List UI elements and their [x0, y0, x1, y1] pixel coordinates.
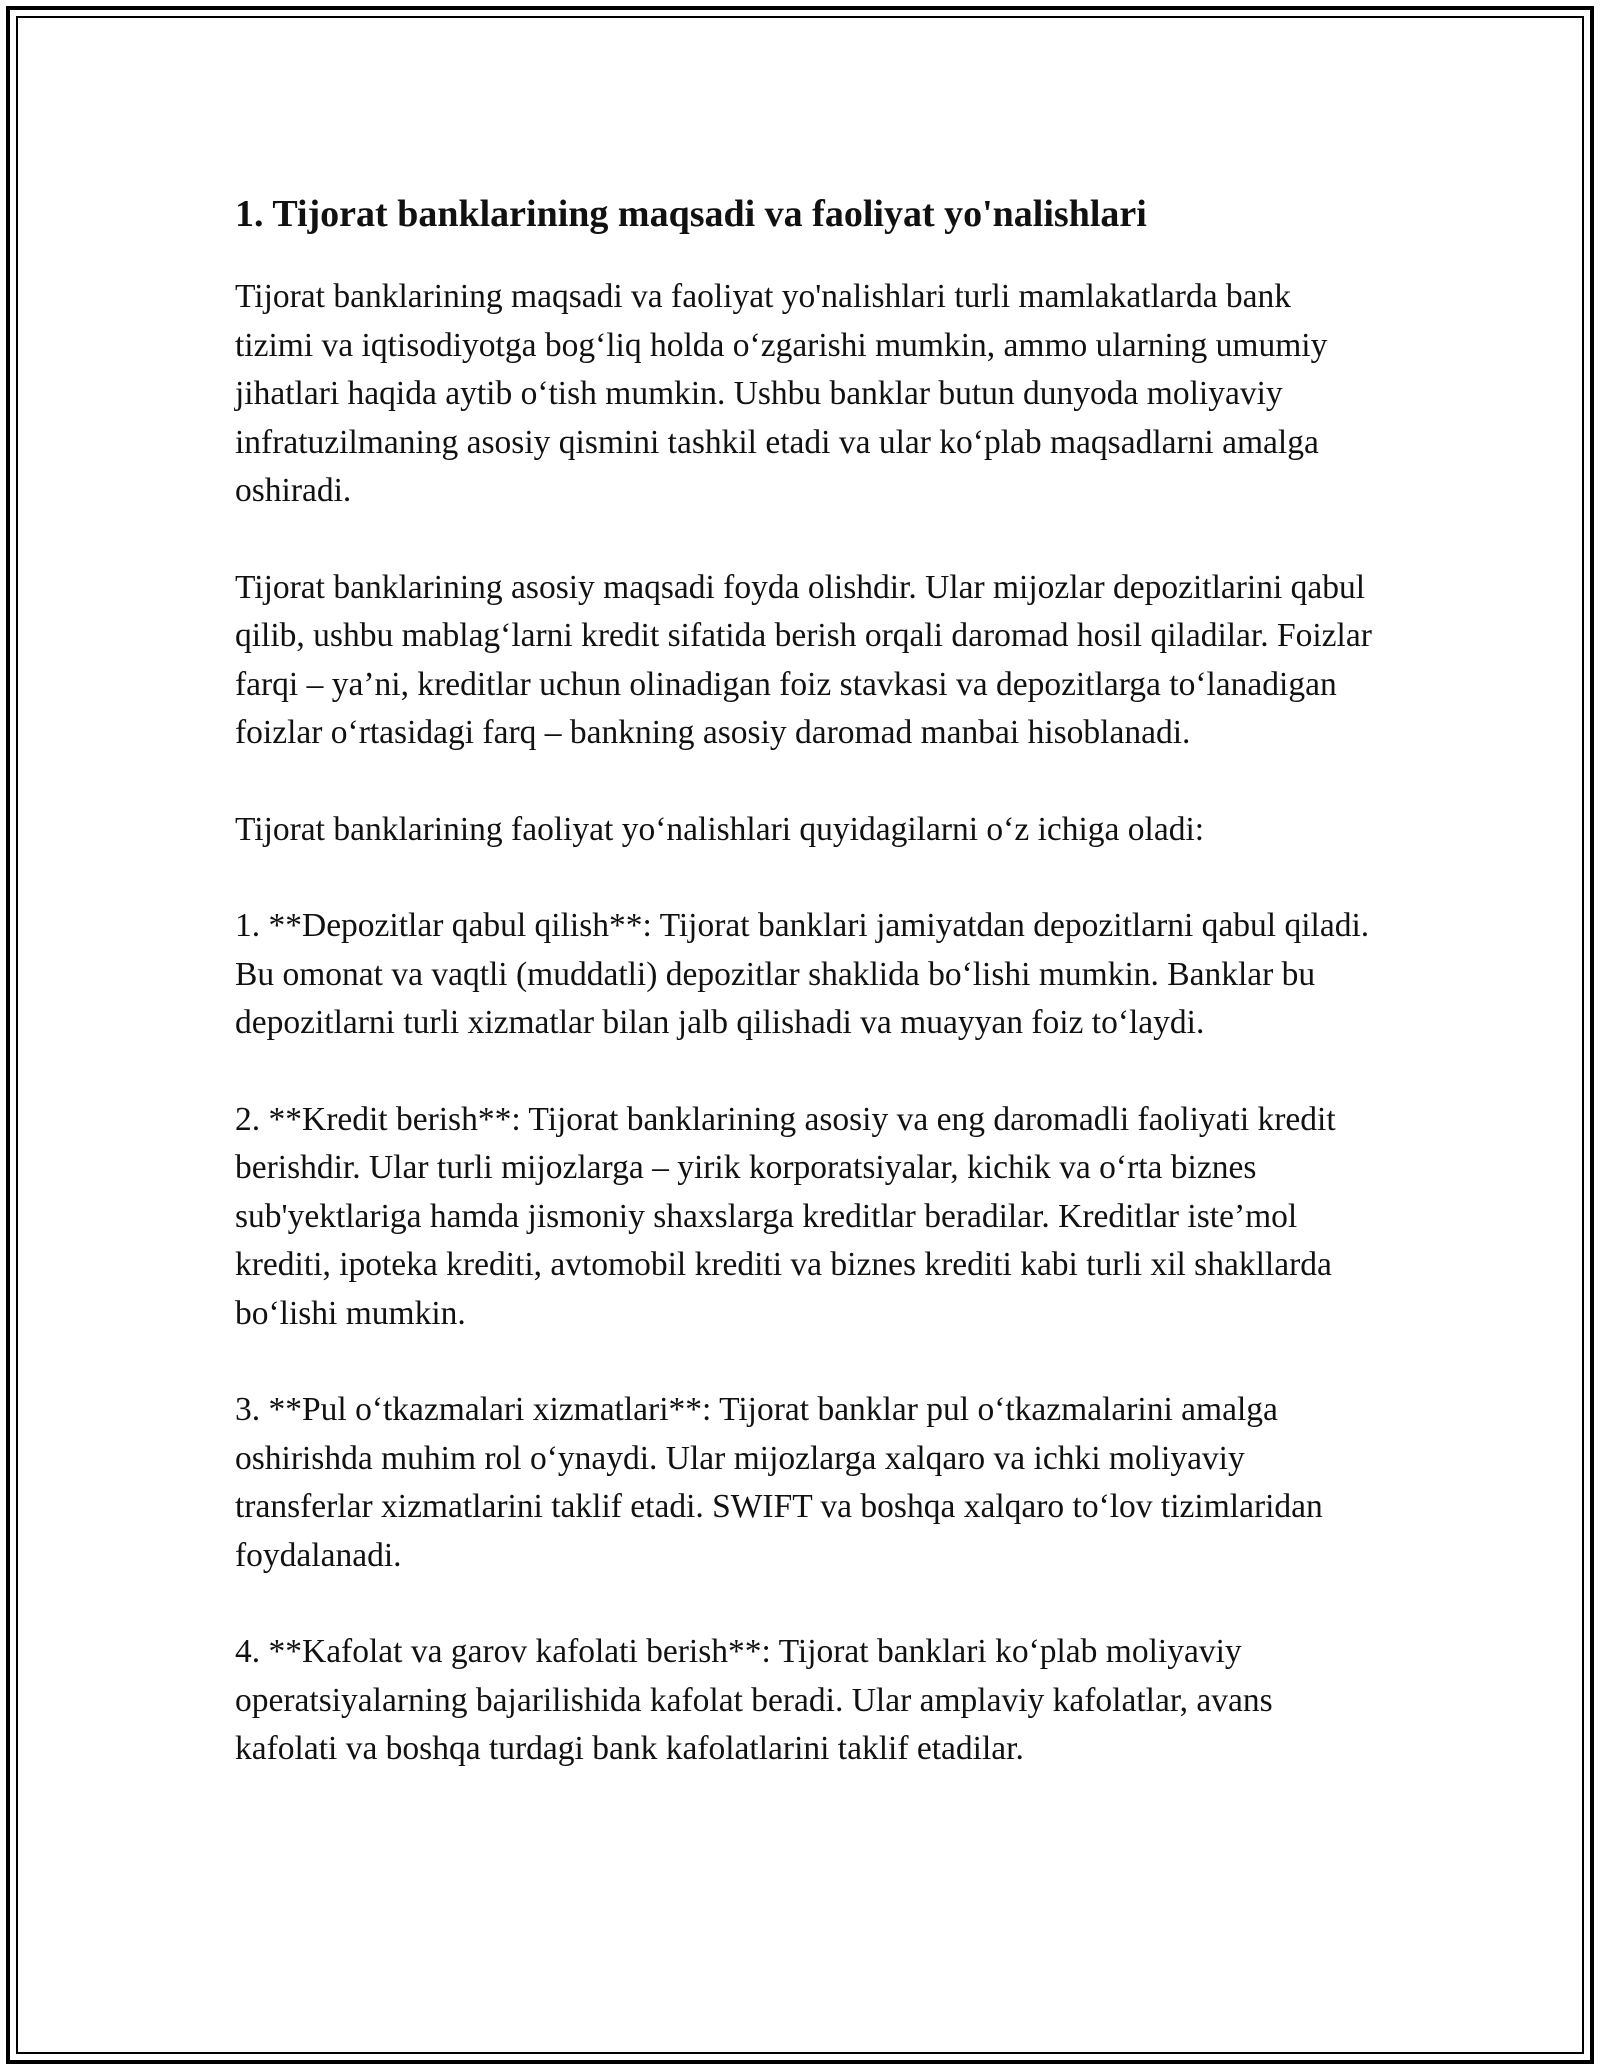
paragraph-activities-intro: Tijorat banklarining faoliyat yo‘nalishlari quyidagilarni o‘z ichiga oladi: — [235, 810, 1205, 848]
paragraph-intro: Tijorat banklarining maqsadi va faoliyat yo'nalishlari turli mamlakatlarda bank tizimi va iqtisodiyotga bog‘liq holda o‘zgarishi mumkin, ammo ularning umumiy jihatlari haqida aytib o‘tish mumkin. Ushbu banklar butun dunyoda moliyaviy infratuzilmaning asosiy qismini tashkil etadi va ular ko‘plab maqsadlarni amalga oshiradi. — [235, 278, 1328, 509]
document-title: 1. Tijorat banklarining maqsadi va faoliyat yo'nalishlari — [235, 193, 1147, 235]
list-item-transfers: 3. **Pul o‘tkazmalari xizmatlari**: Tijorat banklar pul o‘tkazmalarini amalga oshirishda muhim rol o‘ynaydi. Ular mijozlarga xalqaro va ichki moliyaviy transferlar xizmatlarini taklif etadi. SWIFT va boshqa xalqaro to‘lov tizimlaridan foydalanadi. — [235, 1391, 1323, 1574]
list-item-deposits: 1. **Depozitlar qabul qilish**: Tijorat banklari jamiyatdan depozitlarni qabul qiladi. Bu omonat va vaqtli (muddatli) depozitlar shaklida bo‘lishi mumkin. Banklar bu depozitlarni turli xizmatlar bilan jalb qilishadi va muayyan foiz to‘laydi. — [235, 907, 1370, 1041]
list-item-credit: 2. **Kredit berish**: Tijorat banklarining asosiy va eng daromadli faoliyati kredit berishdir. Ular turli mijozlarga – yirik korporatsiyalar, kichik va o‘rta biznes sub'yektlariga hamda jismoniy shaxslarga kreditlar beradilar. Kreditlar iste’mol krediti, ipoteka krediti, avtomobil krediti va biznes krediti kabi turli xil shakllarda bo‘lishi mumkin. — [235, 1100, 1336, 1332]
list-item-guarantees: 4. **Kafolat va garov kafolati berish**: Tijorat banklari ko‘plab moliyaviy operatsiyalarning bajarilishida kafolat beradi. Ular amplaviy kafolatlar, avans kafolati va boshqa turdagi bank kafolatlarini taklif etadilar. — [235, 1633, 1273, 1767]
paragraph-main-goal: Tijorat banklarining asosiy maqsadi foyda olishdir. Ular mijozlar depozitlarini qabul qilib, ushbu mablag‘larni kredit sifatida berish orqali daromad hosil qiladilar. Foizlar farqi – ya’ni, kreditlar uchun olinadigan foiz stavkasi va depozitlarga to‘lanadigan foizlar o‘rtasidagi farq – bankning asosiy daromad manbai hisoblanadi. — [235, 568, 1372, 751]
document-body — [235, 187, 1375, 1774]
